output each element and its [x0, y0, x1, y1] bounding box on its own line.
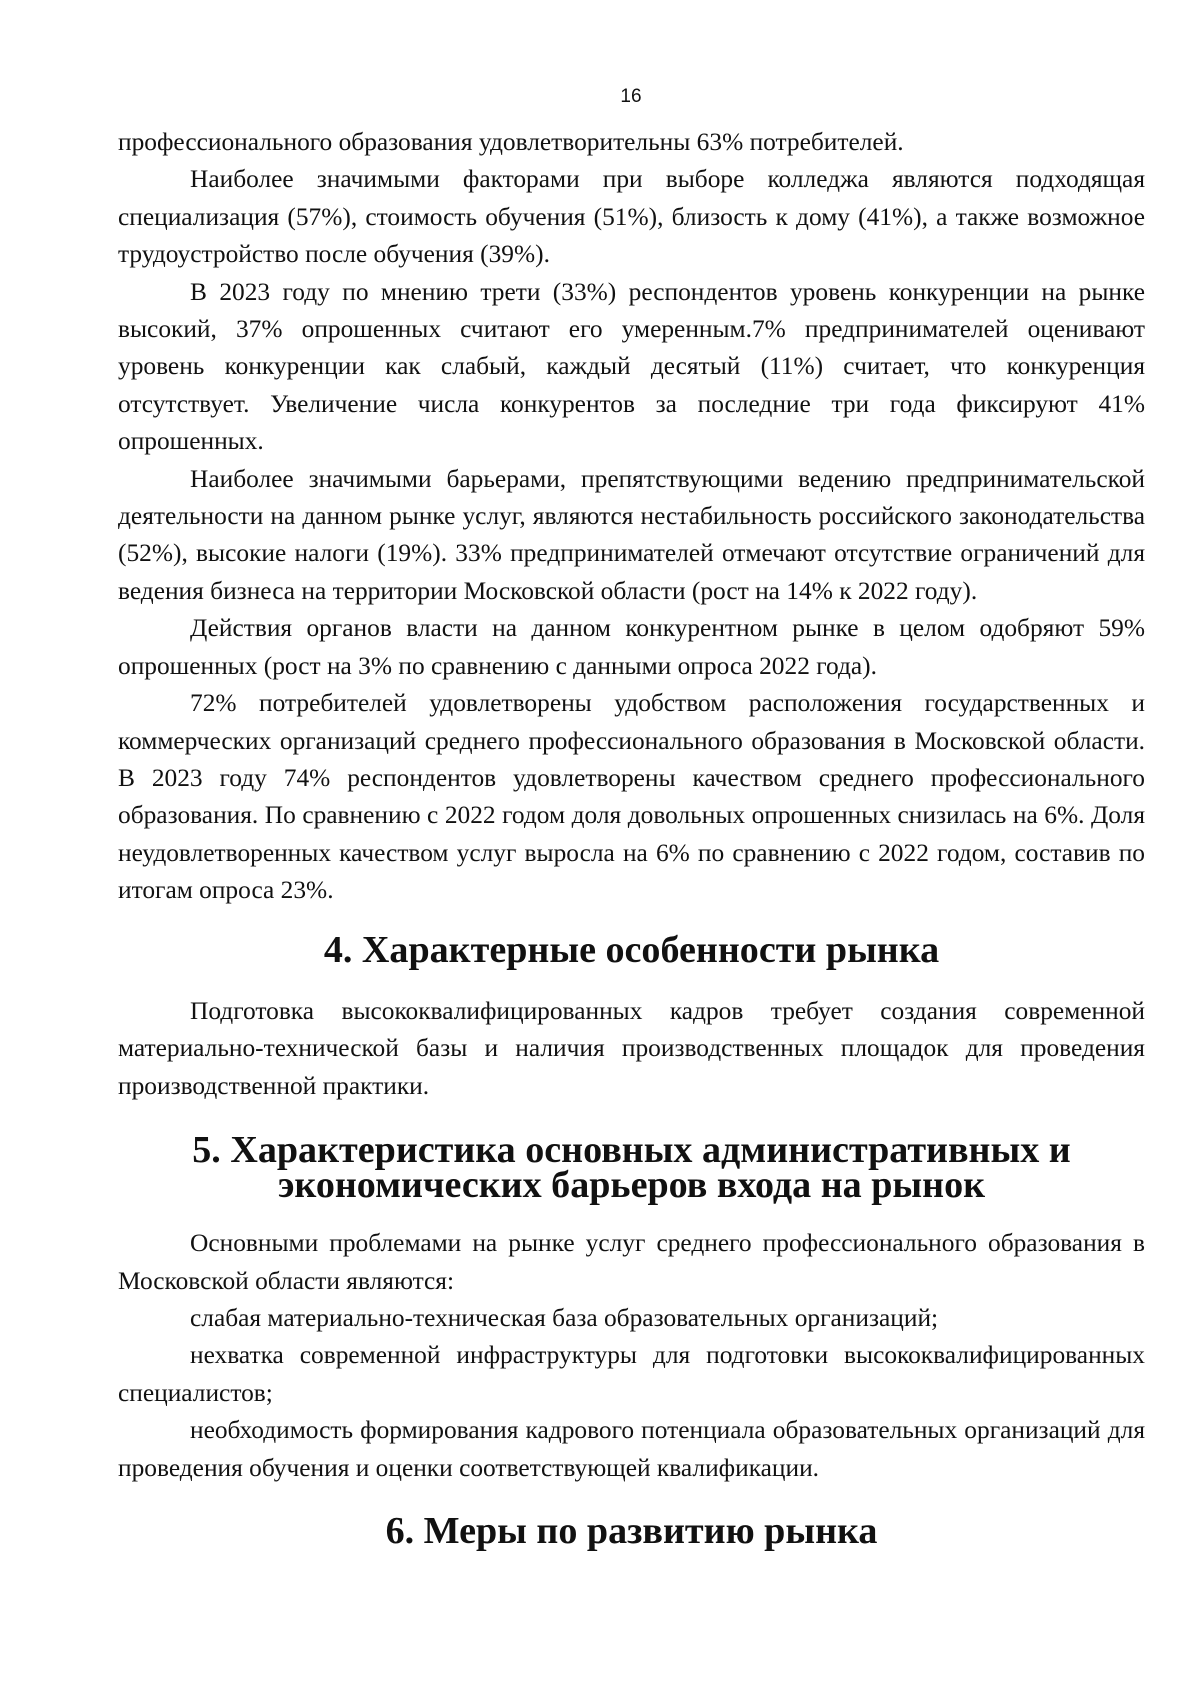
section-4-heading: 4. Характерные особенности рынка [323, 928, 940, 971]
section-6-heading: 6. Меры по развитию рынка [385, 1510, 878, 1552]
section-5-item-2: нехватка современной инфраструктуры для подготовки высококвалифицированных специалистов; [118, 1341, 1145, 1407]
paragraph-barriers: Наиболее значимыми барьерами, препятствующими ведению предпринимательской деятельности на данном рынке услуг, являются нестабильность российского законодательства (52%), высокие налоги (19%). 33% предпринимателей отмечают отсутствие ограничений для ведения бизнеса на территории Московской области (рост на 14% к 2022 году). [118, 464, 1145, 605]
paragraph-college-factors: Наиболее значимыми факторами при выборе колледжа являются подходящая специализация (57%), стоимость обучения (51%), близость к дому (41%), а также возможное трудоустройство после обучения (39%). [118, 165, 1145, 269]
document-body [118, 124, 1145, 1550]
section-5-intro: Основными проблемами на рынке услуг среднего профессионального образования в Московской области являются: [118, 1229, 1145, 1295]
section-5-heading: 5. Характеристика основных административных и экономических барьеров входа на рынок [192, 1129, 1071, 1207]
section-4-paragraph: Подготовка высококвалифицированных кадров требует создания современной материально-технической базы и наличия производственных площадок для проведения производственной практики. [118, 996, 1145, 1100]
paragraph-competition-level: В 2023 году по мнению трети (33%) респондентов уровень конкуренции на рынке высокий, 37% опрошенных считают его умеренным.7% предпринимателей оценивают уровень конкуренции как слабый, каждый десятый (11%) считает, что конкуренция отсутствует. Увеличение числа конкурентов за последние три года фиксируют 41% опрошенных. [118, 277, 1145, 456]
section-5-item-3: необходимость формирования кадрового потенциала образовательных организаций для проведения обучения и оценки соответствующей квалификации. [118, 1416, 1145, 1482]
paragraph-consumer-satisfaction: 72% потребителей удовлетворены удобством расположения государственных и коммерческих организаций среднего профессионального образования в Московской области. В 2023 году 74% респондентов удовлетворены качеством среднего профессионального образования. По сравнению с 2022 годом доля довольных опрошенных снизилась на 6%. Доля неудовлетворенных качеством услуг выросла на 6% по сравнению с 2022 годом, составив по итогам опроса 23%. [118, 689, 1145, 905]
paragraph-continuation: профессионального образования удовлетворительны 63% потребителей. [118, 128, 904, 156]
section-5-item-1: слабая материально-техническая база образовательных организаций; [190, 1303, 939, 1332]
paragraph-authorities-approval: Действия органов власти на данном конкурентном рынке в целом одобряют 59% опрошенных (рост на 3% по сравнению с данными опроса 2022 года). [118, 614, 1145, 680]
page-number: 16 [620, 86, 642, 107]
